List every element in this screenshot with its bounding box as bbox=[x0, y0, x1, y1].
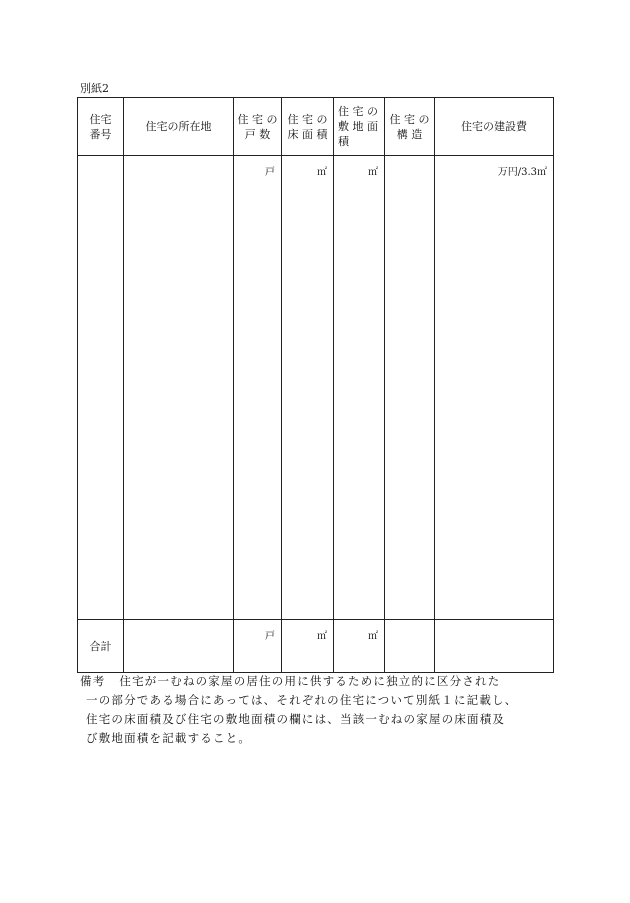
housing-table bbox=[77, 97, 554, 673]
header-row bbox=[78, 98, 554, 156]
header-construction-cost: 住宅の建設費 bbox=[435, 98, 554, 156]
header-location: 住宅の所在地 bbox=[124, 98, 234, 156]
header-site-area-line1: 住 宅 の bbox=[338, 105, 378, 118]
header-site-area-line2: 敷 地 面 bbox=[338, 120, 378, 133]
remarks-line-1 bbox=[80, 672, 560, 691]
header-units bbox=[234, 98, 282, 156]
remarks-line-4: び敷地面積を記載すること。 bbox=[86, 731, 252, 745]
remarks-heading: 備考 bbox=[80, 674, 106, 688]
cell-housing-number[interactable] bbox=[78, 156, 124, 620]
header-structure-line2 bbox=[385, 127, 434, 142]
remarks-text-1: 住宅が一むねの家屋の居住の用に供するために独立的に区分された bbox=[119, 674, 501, 688]
header-units-line2 bbox=[234, 127, 281, 142]
header-units-line1: 住 宅 の bbox=[237, 112, 278, 126]
entry-row bbox=[78, 156, 554, 620]
header-structure-line1: 住 宅 の bbox=[389, 112, 430, 126]
total-site-area[interactable]: ㎡ bbox=[334, 620, 385, 673]
total-location bbox=[124, 620, 234, 673]
cell-construction-cost[interactable]: 万円/3.3㎡ bbox=[435, 156, 554, 620]
header-units-char2: 数 bbox=[259, 127, 271, 141]
header-units-char1: 戸 bbox=[244, 127, 256, 141]
header-housing-number-line2: 番号 bbox=[89, 127, 112, 141]
header-floor-area-line2: 床 面 積 bbox=[287, 127, 328, 141]
remarks-line-2: 一の部分である場合にあっては、それぞれの住宅について別紙１に記載し、 bbox=[86, 693, 518, 707]
total-construction-cost bbox=[435, 620, 554, 673]
total-structure bbox=[385, 620, 435, 673]
header-structure bbox=[385, 98, 435, 156]
cell-location[interactable] bbox=[124, 156, 234, 620]
cell-site-area[interactable]: ㎡ bbox=[334, 156, 385, 620]
cell-structure[interactable] bbox=[385, 156, 435, 620]
header-site-area-line3: 積 bbox=[338, 135, 349, 148]
remarks-note bbox=[80, 672, 560, 748]
remarks-line-3: 住宅の床面積及び住宅の敷地面積の欄には、当該一むねの家屋の床面積及 bbox=[86, 712, 506, 726]
page-label: 別紙2 bbox=[80, 82, 109, 95]
header-floor-area-line1: 住 宅 の bbox=[287, 112, 328, 126]
header-housing-number-line1: 住宅 bbox=[89, 112, 112, 126]
header-site-area bbox=[334, 98, 385, 156]
total-label: 合計 bbox=[78, 620, 124, 673]
header-floor-area bbox=[282, 98, 334, 156]
cell-units[interactable]: 戸 bbox=[234, 156, 282, 620]
total-units[interactable]: 戸 bbox=[234, 620, 282, 673]
cell-floor-area[interactable]: ㎡ bbox=[282, 156, 334, 620]
header-housing-number bbox=[78, 98, 124, 156]
header-structure-char1: 構 bbox=[396, 127, 408, 141]
header-structure-char2: 造 bbox=[411, 127, 423, 141]
total-row bbox=[78, 620, 554, 673]
total-floor-area[interactable]: ㎡ bbox=[282, 620, 334, 673]
